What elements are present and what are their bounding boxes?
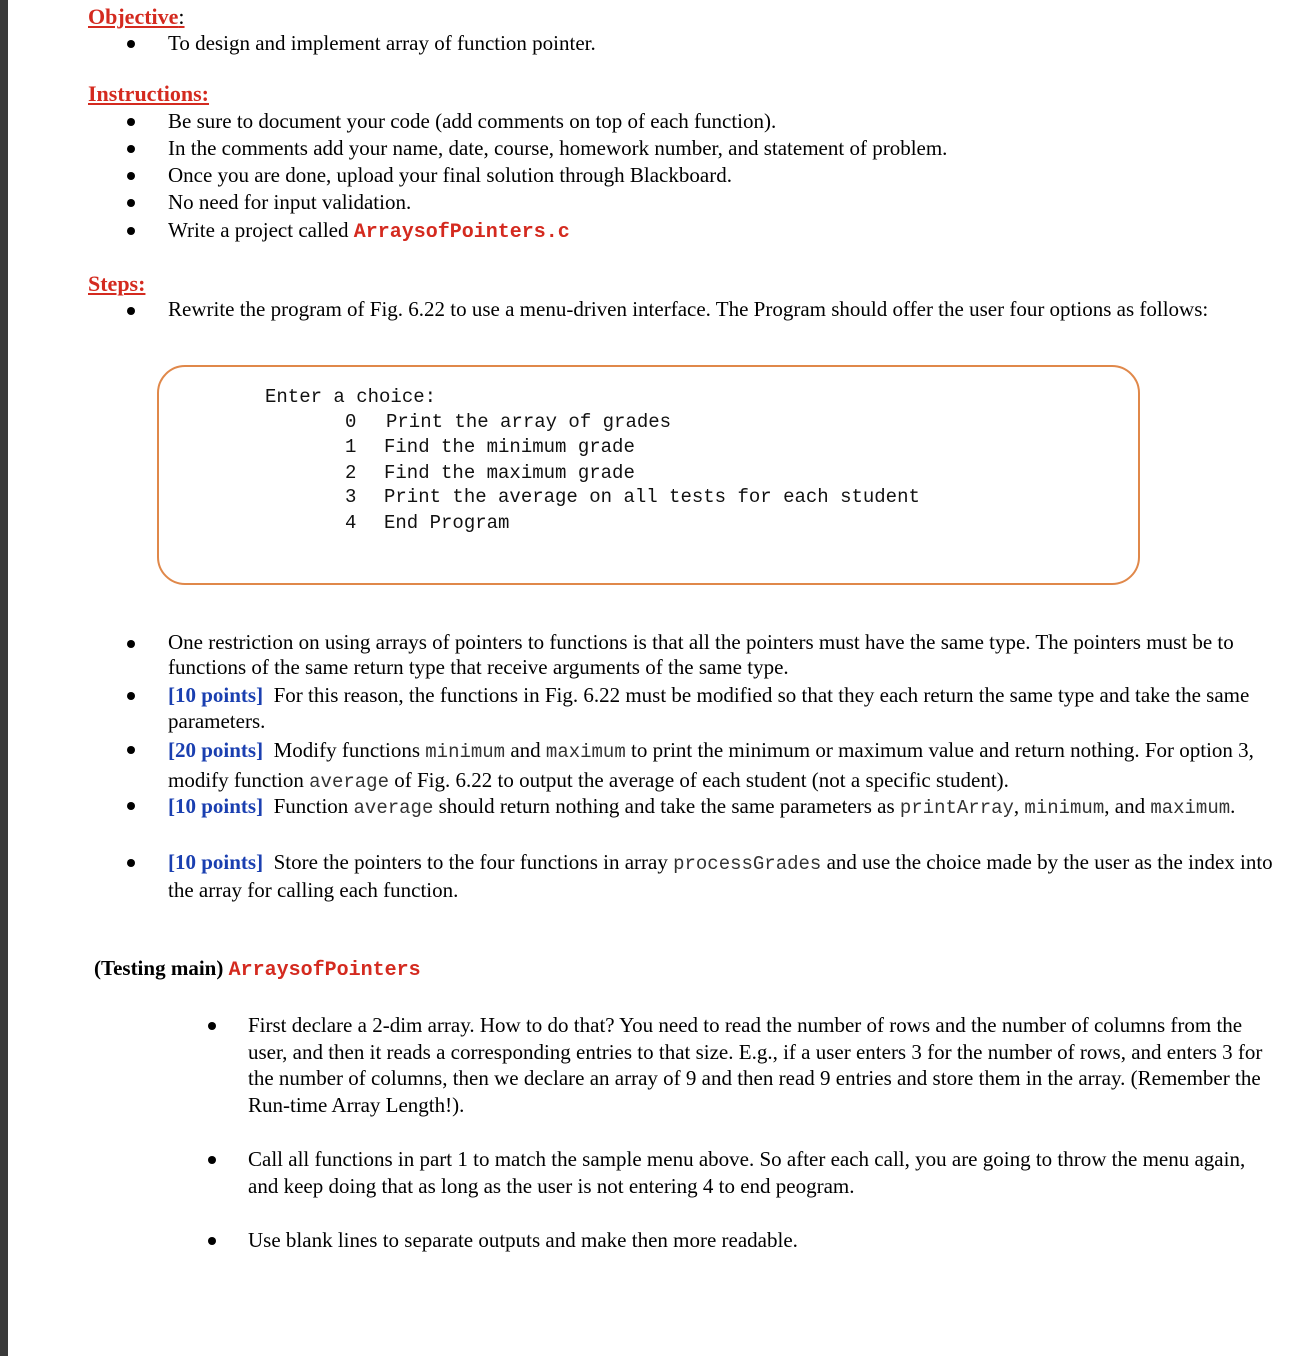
instruction-project-item xyxy=(168,217,570,246)
bullet-icon xyxy=(127,692,135,700)
menu-option-text: Find the maximum grade xyxy=(384,462,635,484)
bullet-icon xyxy=(208,1237,216,1245)
code-maximum: maximum xyxy=(1150,797,1231,819)
step-text: , xyxy=(1013,794,1025,818)
objective-colon: : xyxy=(178,4,185,29)
instruction-item: In the comments add your name, date, course, homework number, and statement of problem. xyxy=(168,136,948,160)
code-average: average xyxy=(309,771,389,793)
points-label: [10 points] xyxy=(168,794,264,818)
menu-option-number: 0 xyxy=(345,411,357,433)
bullet-icon xyxy=(208,1156,216,1164)
project-filename: ArraysofPointers.c xyxy=(353,221,570,244)
testing-item: Call all functions in part 1 to match the sample menu above. So after each call, you are going to throw the menu again, and keep doing that as long as the user is not entering 4 to end peogram. xyxy=(248,1147,1246,1198)
bullet-icon xyxy=(127,118,135,126)
steps-intro: Rewrite the program of Fig. 6.22 to use a menu-driven interface. The Program should offer the user four options as follows: xyxy=(168,297,1209,321)
instruction-item: No need for input validation. xyxy=(168,190,412,214)
bullet-icon xyxy=(127,172,135,180)
instruction-item: Once you are done, upload your final solution through Blackboard. xyxy=(168,163,732,187)
project-prefix: Write a project called xyxy=(168,218,354,242)
testing-heading-text: (Testing main) xyxy=(94,956,229,980)
bullet-icon xyxy=(127,145,135,153)
menu-option-number: 2 xyxy=(345,462,357,484)
step-item-2 xyxy=(168,736,1278,796)
step-text: to print the minimum or maximum value and return nothing. For option 3, modify function xyxy=(168,738,1254,792)
bullet-icon xyxy=(127,802,135,810)
menu-option-text: Find the minimum grade xyxy=(384,436,635,458)
step-text: of Fig. 6.22 to output the average of each student (not a specific student). xyxy=(388,768,1009,792)
bullet-icon xyxy=(127,227,135,235)
step-item-1 xyxy=(168,682,1278,734)
points-label: [20 points] xyxy=(168,738,264,762)
code-minimum: minimum xyxy=(1024,797,1105,819)
code-average: average xyxy=(353,797,434,819)
menu-option-number: 1 xyxy=(345,436,357,458)
step-text: Store the pointers to the four functions in array xyxy=(273,850,674,874)
instruction-item: Be sure to document your code (add comments on top of each function). xyxy=(168,109,777,133)
menu-option-text: End Program xyxy=(384,512,510,534)
step-text: Function xyxy=(273,794,354,818)
bullet-icon xyxy=(127,640,135,648)
bullet-icon xyxy=(208,1022,216,1030)
step-item-3 xyxy=(168,792,1278,822)
code-printarray: printArray xyxy=(899,797,1014,819)
points-label: [10 points] xyxy=(168,683,264,707)
bullet-icon xyxy=(127,40,135,48)
step-text: For this reason, the functions in Fig. 6.22 must be modified so that they each return the same type and take the same parameters. xyxy=(168,683,1250,733)
step-item-4 xyxy=(168,849,1278,903)
steps-heading: Steps: xyxy=(88,271,146,296)
bullet-icon xyxy=(127,859,135,867)
points-label: [10 points] xyxy=(168,850,264,874)
step-text: should return nothing and take the same parameters as xyxy=(433,794,900,818)
bullet-icon xyxy=(127,307,135,315)
menu-title: Enter a choice: xyxy=(265,386,437,408)
testing-project-name: ArraysofPointers xyxy=(228,959,421,982)
step-text: and use the choice made by the user as the index into the array for calling each function. xyxy=(168,850,1273,902)
objective-heading-text: Objective xyxy=(88,4,179,29)
objective-heading xyxy=(88,4,185,30)
objective-item: To design and implement array of function pointer. xyxy=(168,31,596,55)
step-text: . xyxy=(1230,794,1236,818)
instructions-heading: Instructions: xyxy=(88,81,210,106)
code-minimum: minimum xyxy=(425,741,506,763)
testing-heading xyxy=(94,955,421,984)
step-text: Modify functions xyxy=(273,738,426,762)
step-text: and xyxy=(505,738,546,762)
menu-option-number: 3 xyxy=(345,486,357,508)
restriction-text: One restriction on using arrays of pointers to functions is that all the pointers must have the same type. The pointers must be to functions of the same return type that receive arguments of the same type. xyxy=(168,630,1234,679)
code-maximum: maximum xyxy=(545,741,626,763)
step-text: , and xyxy=(1104,794,1151,818)
testing-item: Use blank lines to separate outputs and make then more readable. xyxy=(248,1228,798,1252)
menu-option-number: 4 xyxy=(345,512,357,534)
menu-option-text: Print the array of grades xyxy=(386,411,672,433)
bullet-icon xyxy=(127,746,135,754)
code-processgrades: processGrades xyxy=(673,853,822,875)
bullet-icon xyxy=(127,199,135,207)
menu-option-text: Print the average on all tests for each student xyxy=(384,486,920,508)
testing-item: First declare a 2-dim array. How to do that? You need to read the number of rows and the number of columns from the user, and then it reads a corresponding entries to that size. E.g., if a user enters 3 for the number of rows, and enters 3 for the number of columns, then we declare an array of 9 and then read 9 entries and store them in the array. (Remember the Run-time Array Length!). xyxy=(248,1013,1263,1117)
